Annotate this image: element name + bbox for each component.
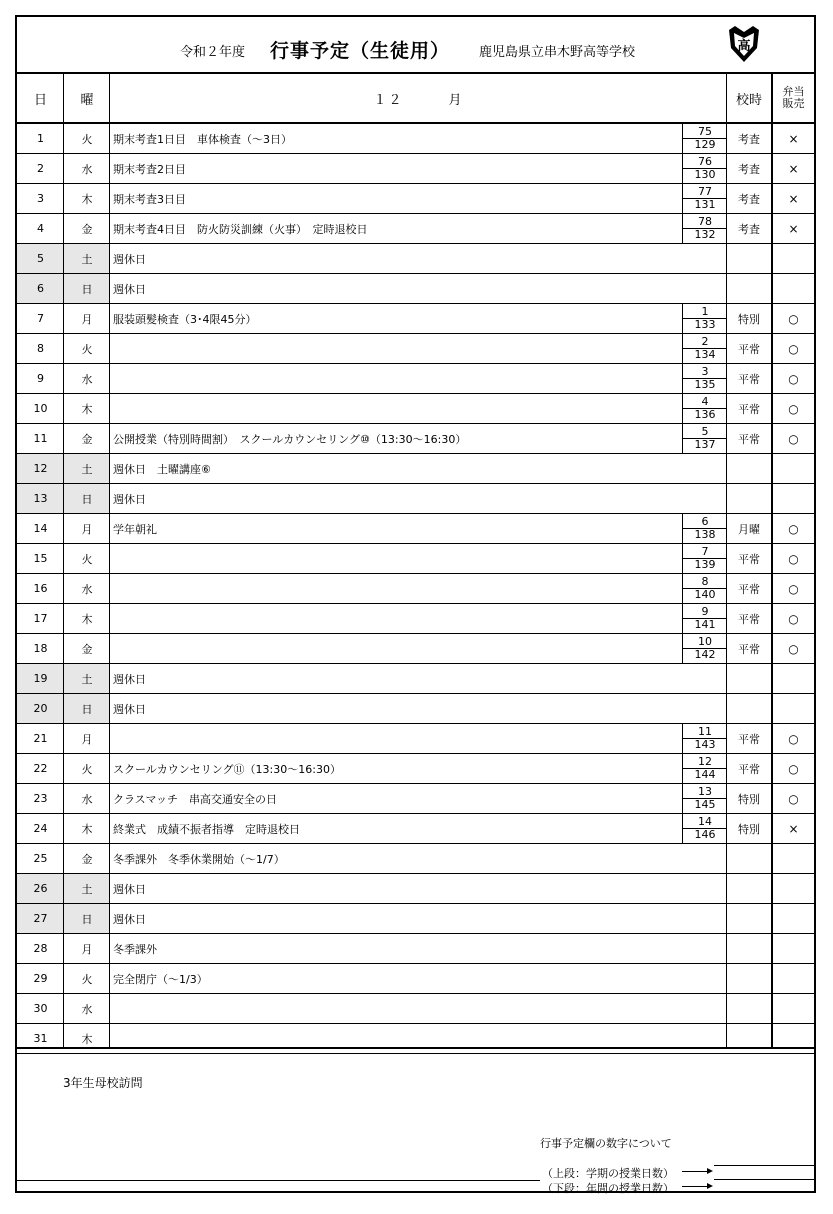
event-cell: 学年朝礼 (113, 522, 157, 536)
title-bar (17, 17, 814, 74)
grid-line (771, 74, 773, 1048)
table-row (17, 184, 814, 214)
year-day-count: 129 (694, 138, 716, 151)
legend-title: 行事予定欄の数字について (540, 1137, 672, 1150)
schedule-cell (727, 964, 771, 993)
class-day-count (682, 604, 727, 633)
day-cell: 12 (17, 454, 64, 483)
schedule-cell: 考査 (738, 192, 760, 206)
legend-arrow-lower (682, 1186, 708, 1187)
table-row (17, 934, 814, 964)
schedule-cell: 考査 (738, 222, 760, 236)
schedule-cell: 考査 (738, 132, 760, 146)
dow-cell: 土 (64, 664, 110, 693)
term-day-count: 14 (683, 816, 727, 829)
schedule-cell (727, 244, 771, 273)
class-day-count (682, 544, 727, 573)
table-row (17, 274, 814, 304)
dow-cell: 月 (81, 732, 93, 746)
class-day-count (682, 514, 727, 543)
table-row (17, 1024, 814, 1054)
header-dow: 曜 (80, 92, 94, 108)
term-day-count: 76 (683, 156, 727, 169)
table-row (17, 544, 814, 574)
year-day-count: 131 (694, 198, 716, 211)
table-row (17, 244, 814, 274)
class-day-count (682, 784, 727, 813)
event-cell: 公開授業（特別時間割） スクールカウンセリング⑩（13:30～16:30） (113, 432, 467, 446)
bento-cell (773, 274, 814, 303)
legend-lower: （下段：年間の授業日数） (542, 1182, 674, 1195)
dow-cell: 日 (64, 274, 110, 303)
bento-cell (773, 874, 814, 903)
term-day-count: 77 (683, 186, 727, 199)
event-cell (110, 364, 682, 393)
dow-cell: 土 (64, 454, 110, 483)
year-day-count: 133 (694, 318, 716, 331)
header-bento-line1: 弁当 (782, 85, 805, 98)
dow-cell: 金 (81, 642, 93, 656)
bento-cell: ○ (788, 641, 799, 656)
day-cell: 25 (33, 852, 48, 865)
event-cell: 終業式 成績不振者指導 定時退校日 (113, 822, 300, 836)
bento-cell: ○ (788, 791, 799, 806)
day-cell: 10 (33, 402, 48, 415)
day-cell: 18 (33, 642, 48, 655)
bento-cell: × (788, 191, 799, 206)
table-row (17, 634, 814, 664)
dow-cell: 木 (81, 192, 93, 206)
class-day-count (682, 124, 727, 153)
table-row (17, 124, 814, 154)
class-day-count (682, 184, 727, 213)
footer-rule (17, 1180, 540, 1181)
header-schedule: 校時 (735, 92, 762, 108)
class-day-count (682, 724, 727, 753)
day-cell: 19 (17, 664, 64, 693)
schedule-cell: 平常 (738, 552, 760, 566)
legend-box-line (714, 1179, 814, 1180)
schedule-cell (727, 664, 771, 693)
dow-cell: 日 (64, 904, 110, 933)
class-day-count (682, 304, 727, 333)
schedule-cell (727, 904, 771, 933)
dow-cell: 金 (81, 222, 93, 236)
bento-cell (773, 994, 814, 1023)
year-day-count: 135 (694, 378, 716, 391)
term-day-count: 10 (683, 636, 727, 649)
event-cell: 完全閉庁（～1/3） (113, 972, 208, 986)
dow-cell: 水 (81, 792, 93, 806)
dow-cell: 水 (81, 582, 93, 596)
table-row (17, 364, 814, 394)
schedule-cell: 特別 (738, 792, 760, 806)
table-row (17, 664, 814, 694)
schedule-cell: 平常 (738, 432, 760, 446)
bento-cell: ○ (788, 581, 799, 596)
schedule-cell: 平常 (738, 402, 760, 416)
school-crest-icon (725, 24, 763, 64)
schedule-cell: 月曜 (738, 522, 760, 536)
bento-cell (773, 964, 814, 993)
event-cell (110, 994, 727, 1023)
term-day-count: 6 (683, 516, 727, 529)
event-cell: 週休日 (113, 912, 146, 926)
dow-cell: 火 (81, 972, 93, 986)
day-cell: 4 (37, 222, 44, 235)
year-day-count: 145 (694, 798, 716, 811)
term-day-count: 3 (683, 366, 727, 379)
event-cell: 週休日 土曜講座⑥ (113, 462, 211, 476)
term-day-count: 7 (683, 546, 727, 559)
table-row (17, 454, 814, 484)
dow-cell: 日 (64, 694, 110, 723)
term-day-count: 1 (683, 306, 727, 319)
year-day-count: 130 (694, 168, 716, 181)
day-cell: 21 (33, 732, 48, 745)
day-cell: 17 (33, 612, 48, 625)
schedule-cell (727, 454, 771, 483)
footer-note: 3年生母校訪問 (63, 1076, 143, 1090)
grid-line (109, 74, 110, 1048)
header-month: １２ 月 (373, 92, 464, 108)
bento-cell: × (788, 221, 799, 236)
day-cell: 1 (37, 132, 44, 145)
dow-cell: 月 (81, 942, 93, 956)
schedule-cell (727, 484, 771, 513)
legend-box-line (714, 1165, 814, 1166)
bento-cell (773, 694, 814, 723)
dow-cell: 火 (81, 552, 93, 566)
class-day-count (682, 394, 727, 423)
event-cell (110, 574, 682, 603)
event-cell: 週休日 (113, 252, 146, 266)
dow-cell: 水 (81, 1002, 93, 1016)
day-cell: 28 (33, 942, 48, 955)
arrow-right-icon (707, 1183, 713, 1189)
year-day-count: 141 (694, 618, 716, 631)
event-cell (110, 604, 682, 633)
dow-cell: 月 (81, 522, 93, 536)
year-day-count: 142 (694, 648, 716, 661)
year-day-count: 137 (694, 438, 716, 451)
bento-cell: ○ (788, 371, 799, 386)
table-row (17, 304, 814, 334)
schedule-cell: 特別 (738, 312, 760, 326)
class-day-count (682, 754, 727, 783)
year-day-count: 136 (694, 408, 716, 421)
bento-cell: ○ (788, 761, 799, 776)
term-day-count: 4 (683, 396, 727, 409)
year-day-count: 143 (694, 738, 716, 751)
day-cell: 11 (33, 432, 48, 445)
table-row (17, 874, 814, 904)
schedule-cell (727, 874, 771, 903)
table-row (17, 994, 814, 1024)
bento-cell (773, 484, 814, 513)
bento-cell: × (788, 131, 799, 146)
event-cell: 期末考査2日目 (113, 162, 186, 176)
table-row (17, 484, 814, 514)
day-cell: 20 (17, 694, 64, 723)
event-cell: 冬季課外 (113, 942, 157, 956)
table-row (17, 814, 814, 844)
schedule-cell: 特別 (738, 822, 760, 836)
day-cell: 24 (33, 822, 48, 835)
day-cell: 13 (17, 484, 64, 513)
schedule-cell (727, 994, 771, 1023)
table-row (17, 694, 814, 724)
day-cell: 31 (33, 1032, 48, 1045)
table-bottom-line (17, 1047, 814, 1049)
table-row (17, 334, 814, 364)
day-cell: 15 (33, 552, 48, 565)
day-cell: 5 (17, 244, 64, 273)
day-cell: 16 (33, 582, 48, 595)
header-day: 日 (33, 92, 47, 108)
class-day-count (682, 154, 727, 183)
table-row (17, 424, 814, 454)
column-header (17, 74, 814, 124)
term-day-count: 11 (683, 726, 727, 739)
term-day-count: 9 (683, 606, 727, 619)
dow-cell: 火 (81, 132, 93, 146)
event-cell (110, 394, 682, 423)
event-cell: 期末考査1日目 車体検査（～3日） (113, 132, 292, 146)
grid-line (63, 74, 64, 1048)
bento-cell: ○ (788, 611, 799, 626)
day-cell: 29 (33, 972, 48, 985)
school-name: 鹿児島県立串木野高等学校 (479, 45, 636, 60)
class-day-count (682, 814, 727, 843)
dow-cell: 火 (81, 762, 93, 776)
bento-cell (773, 454, 814, 483)
year-day-count: 132 (694, 228, 716, 241)
schedule-cell (727, 934, 771, 963)
bento-cell: × (788, 161, 799, 176)
event-cell (110, 634, 682, 663)
dow-cell: 木 (81, 612, 93, 626)
grid-line (726, 74, 727, 1048)
event-cell: クラスマッチ 串高交通安全の日 (113, 792, 278, 806)
bento-cell: ○ (788, 731, 799, 746)
schedule-cell: 平常 (738, 762, 760, 776)
table-row (17, 904, 814, 934)
fiscal-year: 令和２年度 (180, 45, 246, 60)
dow-cell: 木 (81, 822, 93, 836)
event-cell: 週休日 (113, 672, 146, 686)
class-day-count (682, 634, 727, 663)
term-day-count: 12 (683, 756, 727, 769)
dow-cell: 水 (81, 372, 93, 386)
day-cell: 26 (17, 874, 64, 903)
table-row (17, 784, 814, 814)
year-day-count: 134 (694, 348, 716, 361)
schedule-cell (727, 694, 771, 723)
dow-cell: 木 (81, 1032, 93, 1046)
term-day-count: 78 (683, 216, 727, 229)
table-row (17, 844, 814, 874)
bento-cell (773, 844, 814, 873)
schedule-cell (727, 274, 771, 303)
bento-cell: ○ (788, 311, 799, 326)
dow-cell: 金 (81, 852, 93, 866)
class-day-count (682, 574, 727, 603)
table-row (17, 394, 814, 424)
term-day-count: 75 (683, 126, 727, 139)
legend-upper: （上段：学期の授業日数） (542, 1167, 674, 1180)
table-row (17, 514, 814, 544)
page-title: 行事予定（生徒用） (270, 40, 451, 62)
bento-cell (773, 934, 814, 963)
year-day-count: 144 (694, 768, 716, 781)
dow-cell: 火 (81, 342, 93, 356)
svg-text:高: 高 (737, 39, 751, 54)
dow-cell: 土 (64, 244, 110, 273)
event-cell: 期末考査4日目 防火防災訓練（火事） 定時退校日 (113, 222, 368, 236)
term-day-count: 8 (683, 576, 727, 589)
event-cell: 週休日 (113, 492, 146, 506)
table-row (17, 214, 814, 244)
schedule-cell (727, 844, 771, 873)
bento-cell: ○ (788, 431, 799, 446)
schedule-cell: 平常 (738, 342, 760, 356)
term-day-count: 2 (683, 336, 727, 349)
dow-cell: 日 (64, 484, 110, 513)
event-cell: 週休日 (113, 282, 146, 296)
event-cell: 週休日 (113, 882, 146, 896)
year-day-count: 139 (694, 558, 716, 571)
term-day-count: 13 (683, 786, 727, 799)
dow-cell: 土 (64, 874, 110, 903)
schedule-cell: 平常 (738, 582, 760, 596)
day-cell: 22 (33, 762, 48, 775)
class-day-count (682, 424, 727, 453)
header-bento-line2: 販売 (782, 97, 805, 110)
schedule-cell: 考査 (738, 162, 760, 176)
class-day-count (682, 364, 727, 393)
event-cell: 服装頭髪検査（3･4限45分） (113, 312, 257, 326)
bento-cell (773, 904, 814, 933)
bento-cell (773, 664, 814, 693)
dow-cell: 木 (81, 402, 93, 416)
day-cell: 3 (37, 192, 44, 205)
event-cell: 週休日 (113, 702, 146, 716)
bento-cell: ○ (788, 401, 799, 416)
event-cell (110, 724, 682, 753)
year-day-count: 138 (694, 528, 716, 541)
day-cell: 23 (33, 792, 48, 805)
table-row (17, 604, 814, 634)
schedule-cell: 平常 (738, 612, 760, 626)
bento-cell (773, 244, 814, 273)
year-day-count: 146 (694, 828, 716, 841)
schedule-cell: 平常 (738, 372, 760, 386)
schedule-cell: 平常 (738, 732, 760, 746)
table-row (17, 754, 814, 784)
dow-cell: 月 (81, 312, 93, 326)
event-cell (110, 544, 682, 573)
table-row (17, 574, 814, 604)
year-day-count: 140 (694, 588, 716, 601)
bento-cell: × (788, 821, 799, 836)
day-cell: 27 (17, 904, 64, 933)
legend-arrow-upper (682, 1171, 708, 1172)
event-cell: 期末考査3日目 (113, 192, 186, 206)
day-cell: 6 (17, 274, 64, 303)
day-cell: 14 (33, 522, 48, 535)
table-row (17, 964, 814, 994)
bento-cell: ○ (788, 341, 799, 356)
bento-cell: ○ (788, 551, 799, 566)
dow-cell: 水 (81, 162, 93, 176)
term-day-count: 5 (683, 426, 727, 439)
schedule-cell: 平常 (738, 642, 760, 656)
day-cell: 9 (37, 372, 44, 385)
class-day-count (682, 334, 727, 363)
class-day-count (682, 214, 727, 243)
day-cell: 30 (33, 1002, 48, 1015)
dow-cell: 金 (81, 432, 93, 446)
day-cell: 2 (37, 162, 44, 175)
day-cell: 7 (37, 312, 44, 325)
event-cell (110, 334, 682, 363)
schedule-sheet (15, 15, 816, 1193)
event-cell: スクールカウンセリング⑪（13:30～16:30） (113, 762, 341, 776)
event-cell: 冬季課外 冬季休業開始（～1/7） (113, 852, 285, 866)
arrow-right-icon (707, 1168, 713, 1174)
day-cell: 8 (37, 342, 44, 355)
header-bento (773, 74, 814, 122)
table-row (17, 724, 814, 754)
bento-cell: ○ (788, 521, 799, 536)
table-row (17, 154, 814, 184)
